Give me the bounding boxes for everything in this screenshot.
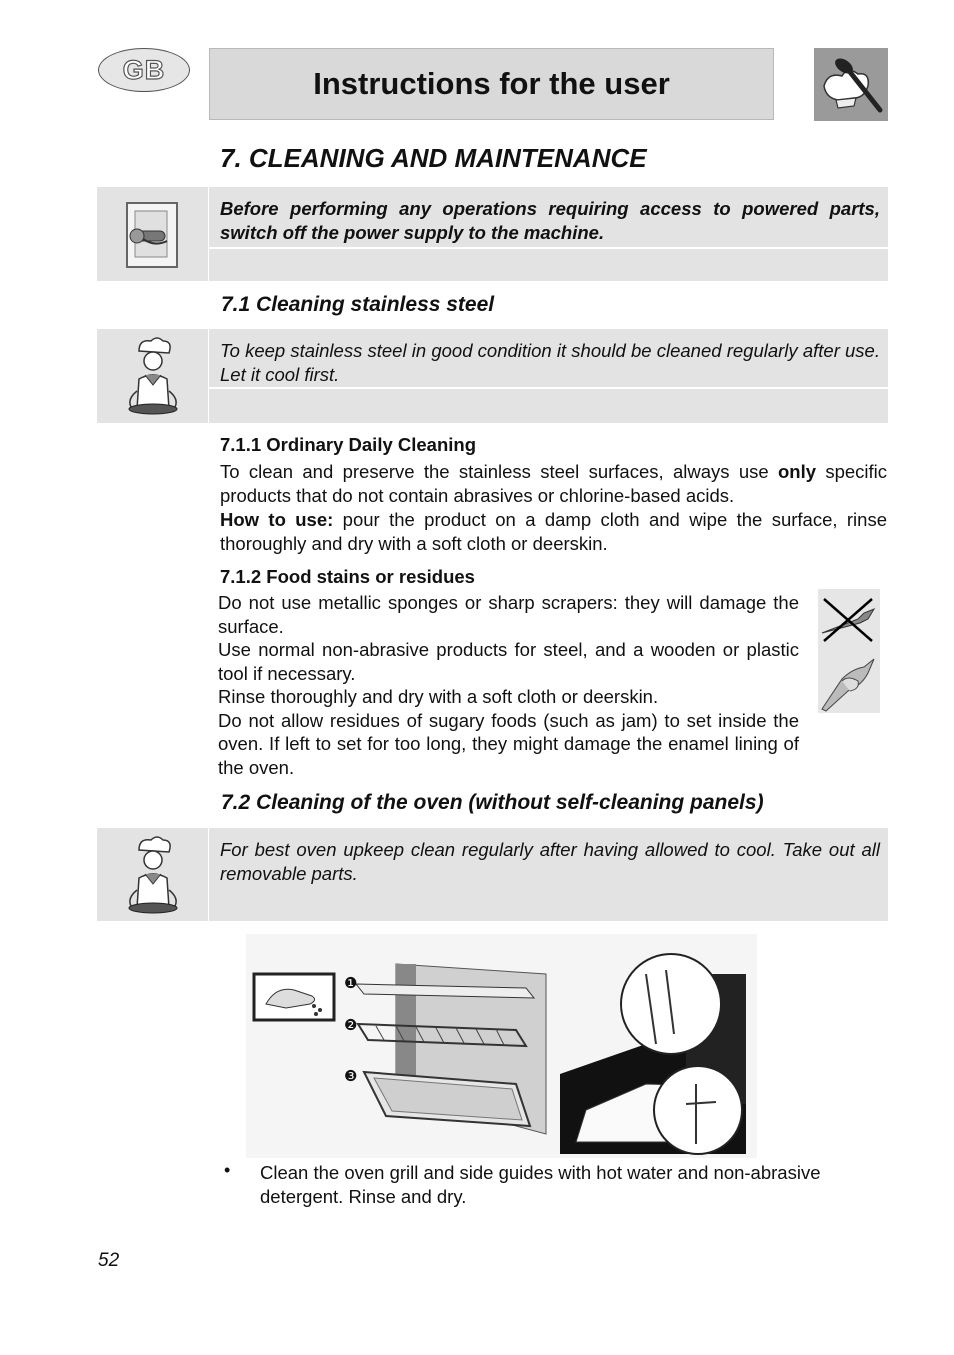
note-divider bbox=[209, 387, 888, 389]
emphasis-only: only bbox=[777, 461, 816, 482]
power-switch-icon bbox=[97, 187, 208, 281]
subsubsection-title-7-1-2: 7.1.2 Food stains or residues bbox=[220, 566, 475, 587]
subsubsection-title-7-1-1: 7.1.1 Ordinary Daily Cleaning bbox=[220, 434, 477, 455]
sponge-hand-icon bbox=[818, 651, 880, 713]
section-title: 7. CLEANING AND MAINTENANCE bbox=[220, 143, 647, 173]
language-badge: GB bbox=[98, 48, 190, 92]
oven-cleaning-figure bbox=[246, 934, 757, 1158]
bullet-marker: • bbox=[224, 1160, 231, 1180]
text-span: pour the product on a damp cloth and wipe the surface, rinse thoroughly and dry with a soft cloth or deerskin. bbox=[220, 509, 887, 554]
paragraph-daily-cleaning bbox=[220, 460, 887, 507]
warning-text: Before performing any operations requiring access to powered parts, switch off the power supply to the machine. bbox=[220, 198, 880, 243]
cleaning-note-text: To keep stainless steel in good condition it should be cleaned regularly after use. Let it cool first. bbox=[220, 340, 880, 385]
figure-label-2: ❷ bbox=[344, 1017, 358, 1034]
paragraph-how-to-use bbox=[220, 508, 887, 555]
cleaning-note bbox=[209, 329, 888, 423]
chef-icon bbox=[97, 329, 208, 423]
text-line: Do not allow residues of sugary foods (such as jam) to set inside the oven. If left to set for too long, they might damage the enamel lining of the oven. bbox=[218, 709, 799, 778]
text-span: To clean and preserve the stainless steel surfaces, always use bbox=[220, 461, 778, 482]
text-line: Rinse thoroughly and dry with a soft cloth or deerskin. bbox=[218, 686, 659, 707]
page-title: Instructions for the user bbox=[209, 48, 774, 120]
subsection-title-7-1: 7.1 Cleaning stainless steel bbox=[221, 293, 495, 316]
text-line: Use normal non-abrasive products for steel, and a wooden or plastic tool if necessary. bbox=[218, 639, 799, 684]
oven-note bbox=[209, 828, 888, 921]
oven-note-text: For best oven upkeep clean regularly after having allowed to cool. Take out all removable parts. bbox=[220, 839, 880, 884]
text-line: Do not use metallic sponges or sharp scrapers: they will damage the surface. bbox=[218, 592, 799, 637]
note-divider bbox=[209, 247, 888, 249]
spoon-chef-hat-icon bbox=[814, 48, 888, 121]
paragraph-food-stains bbox=[218, 591, 799, 779]
label-how-to-use: How to use: bbox=[220, 509, 334, 530]
subsection-title-7-2: 7.2 Cleaning of the oven (without self-cleaning panels) bbox=[221, 791, 764, 814]
text-span: specific products that do not contain abrasives or chlorine-based acids. bbox=[220, 461, 888, 506]
chef-icon bbox=[97, 828, 208, 921]
page-number: 52 bbox=[98, 1250, 120, 1271]
crossed-knife-icon bbox=[818, 589, 880, 651]
bullet-text: Clean the oven grill and side guides with hot water and non-abrasive detergent. Rinse and dry. bbox=[260, 1162, 821, 1207]
figure-label-1: ❶ bbox=[344, 975, 358, 992]
figure-label-3: ❸ bbox=[344, 1068, 358, 1085]
warning-note bbox=[209, 187, 888, 281]
